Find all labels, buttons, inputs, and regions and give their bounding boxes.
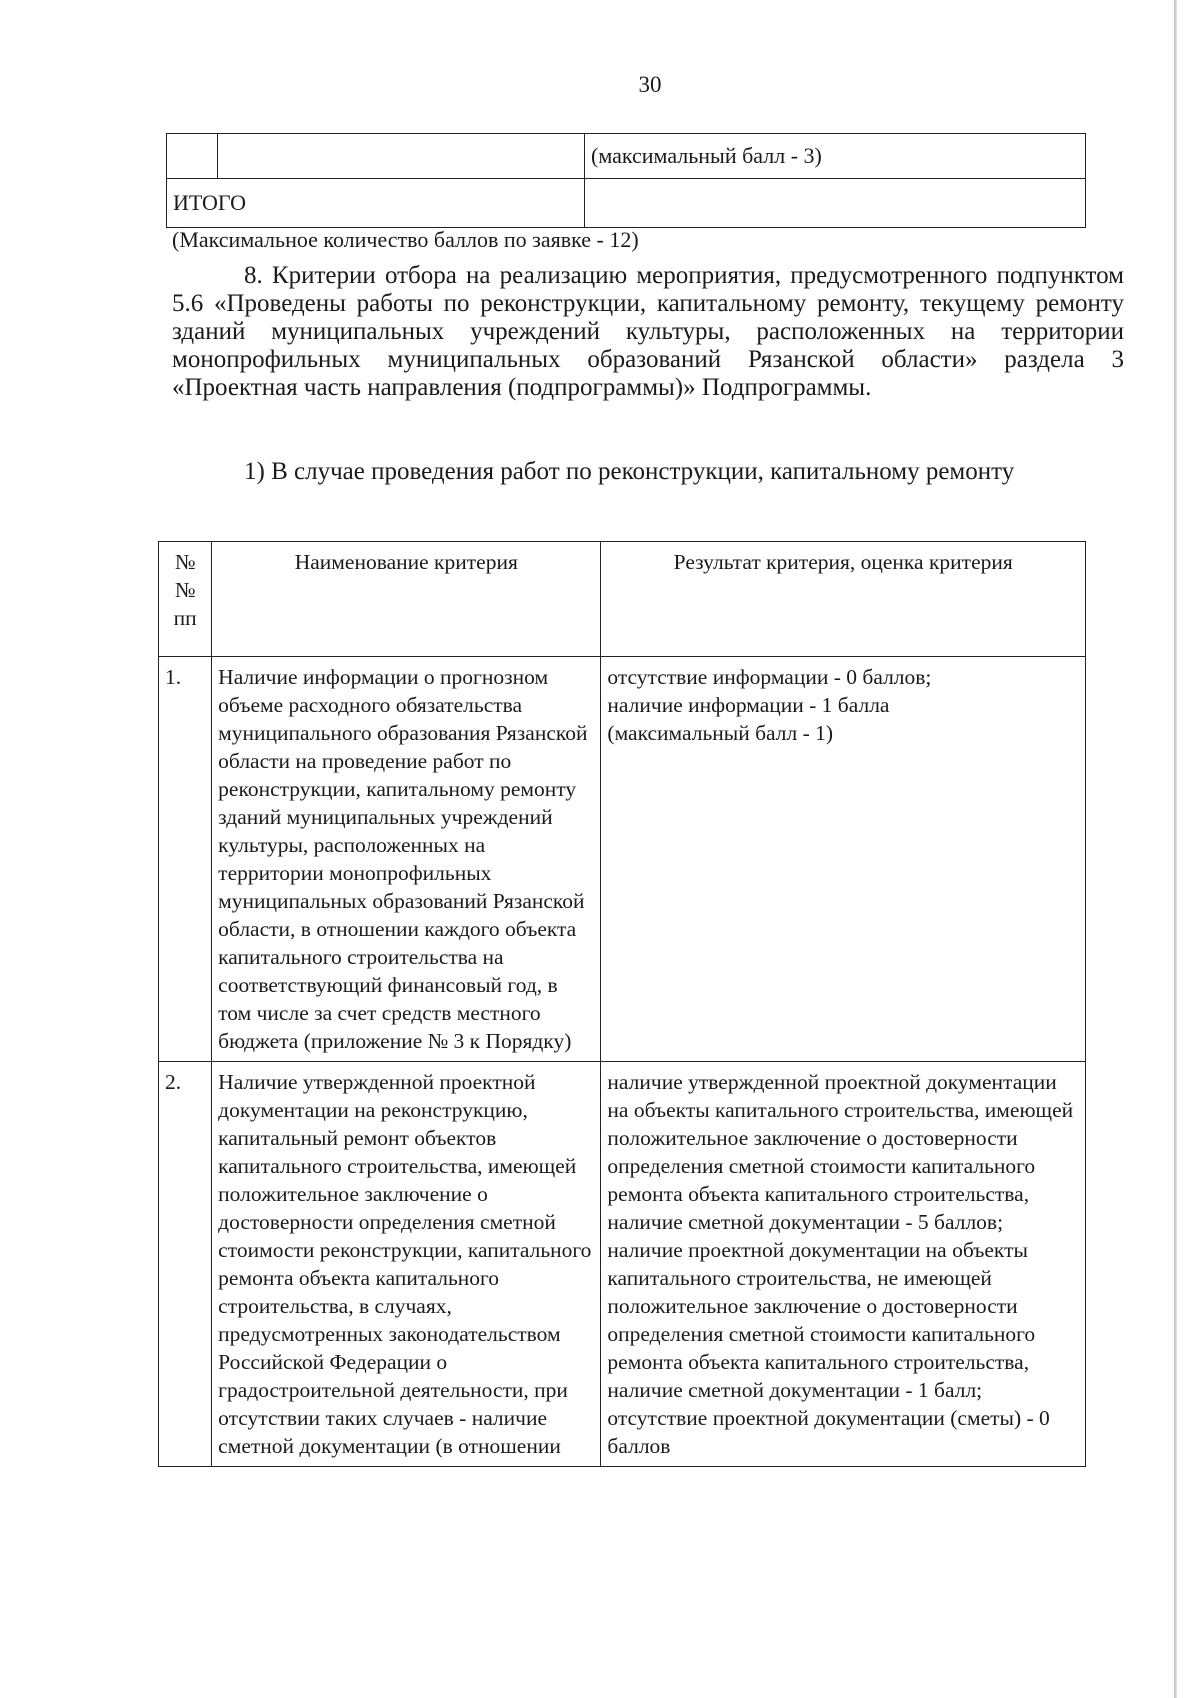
header-num: № № пп	[159, 542, 212, 657]
criterion-result: отсутствие информации - 0 баллов; наличие информации - 1 балла (максимальный балл - 1)	[601, 657, 1086, 1062]
criterion-result: наличие утвержденной проектной документации на объекты капитального строительства, имеющей положительное заключение о достоверности определения сметной стоимости капитального ремонта объекта капитального строительства, наличие сметной документации - 5 баллов; наличие проектной документации на объекты капитального строительства, не имеющей положительное заключение о достоверности определения сметной стоимости капитального ремонта объекта капитального строительства, наличие сметной документации - 1 балл; отсутствие проектной документации (сметы) - 0 баллов	[601, 1062, 1086, 1467]
page-number: 30	[638, 72, 662, 97]
max-score-cell: (максимальный балл - 3)	[585, 134, 1086, 179]
criteria-table	[158, 541, 1086, 1467]
table-row	[167, 134, 1086, 179]
empty-cell	[585, 179, 1086, 228]
subsection-1-paragraph: 1) В случае проведения работ по реконструкции, капитальному ремонту	[244, 458, 1015, 485]
row-number: 1.	[159, 657, 212, 1062]
header-criterion-name: Наименование критерия	[212, 542, 601, 657]
max-score-note: (Максимальное количество баллов по заявке - 12)	[172, 227, 639, 252]
total-label: ИТОГО	[167, 179, 585, 228]
empty-cell	[218, 134, 585, 179]
header-criterion-result: Результат критерия, оценка критерия	[601, 542, 1086, 657]
section-8-paragraph: 8. Критерии отбора на реализацию мероприятия, предусмотренного подпунктом 5.6 «Проведены работы по реконструкции, капитальному ремонту, текущему ремонту зданий муниципальных учреждений культуры, расположенных на территории монопрофильных муниципальных образований Рязанской области» раздела 3 «Проектная часть направления (подпрограммы)» Подпрограммы.	[172, 262, 1124, 401]
criterion-name: Наличие утвержденной проектной документации на реконструкцию, капитальный ремонт объектов капитального строительства, имеющей положительное заключение о достоверности определения сметной стоимости реконструкции, капитального ремонта объекта капитального строительства, в случаях, предусмотренных законодательством Российской Федерации о градостроительной деятельности, при отсутствии таких случаев - наличие сметной документации (в отношении	[212, 1062, 601, 1467]
table-row	[159, 657, 1086, 1062]
criterion-name: Наличие информации о прогнозном объеме расходного обязательства муниципального образования Рязанской области на проведение работ по реконструкции, капитальному ремонту зданий муниципальных учреждений культуры, расположенных на территории монопрофильных муниципальных образований Рязанской области, в отношении каждого объекта капитального строительства на соответствующий финансовый год, в том числе за счет средств местного бюджета (приложение № 3 к Порядку)	[212, 657, 601, 1062]
table-row	[159, 1062, 1086, 1467]
table-row	[167, 179, 1086, 228]
row-number: 2.	[159, 1062, 212, 1467]
previous-table-continuation	[166, 133, 1086, 228]
scan-edge-line	[1174, 0, 1177, 1698]
empty-cell	[167, 134, 218, 179]
table-header-row	[159, 542, 1086, 657]
